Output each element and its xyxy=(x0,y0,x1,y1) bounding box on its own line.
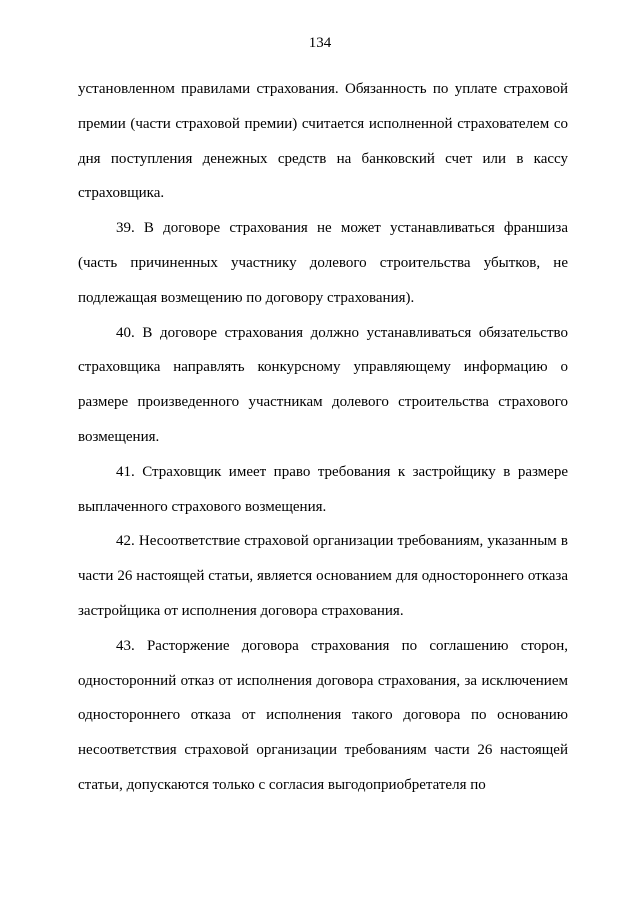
document-body xyxy=(78,72,568,803)
paragraph-continuation: установленном правилами страхования. Обязанность по уплате страховой премии (части страховой премии) считается исполненной страхователем со дня поступления денежных средств на банковский счет или в кассу страховщика. xyxy=(78,81,568,202)
paragraph-41: 41. Страховщик имеет право требования к застройщику в размере выплаченного страхового возмещения. xyxy=(78,463,568,515)
page-number: 134 xyxy=(308,35,332,51)
paragraph-43: 43. Расторжение договора страхования по соглашению сторон, односторонний отказ от исполнения договора страхования, за исключением одностороннего отказа от исполнения такого договора по основанию несоответствия страховой организации требованиям части 26 настоящей статьи, допускаются только с согласия выгодоприобретателя по xyxy=(78,637,568,793)
paragraph-39: 39. В договоре страхования не может устанавливаться франшиза (часть причиненных участнику долевого строительства убытков, не подлежащая возмещению по договору страхования). xyxy=(78,220,568,306)
paragraph-40: 40. В договоре страхования должно устанавливаться обязательство страховщика направлять конкурсному управляющему информацию о размере произведенного участникам долевого строительства страхового возмещения. xyxy=(78,324,568,445)
paragraph-42: 42. Несоответствие страховой организации требованиям, указанным в части 26 настоящей статьи, является основанием для одностороннего отказа застройщика от исполнения договора страхования. xyxy=(78,533,568,619)
